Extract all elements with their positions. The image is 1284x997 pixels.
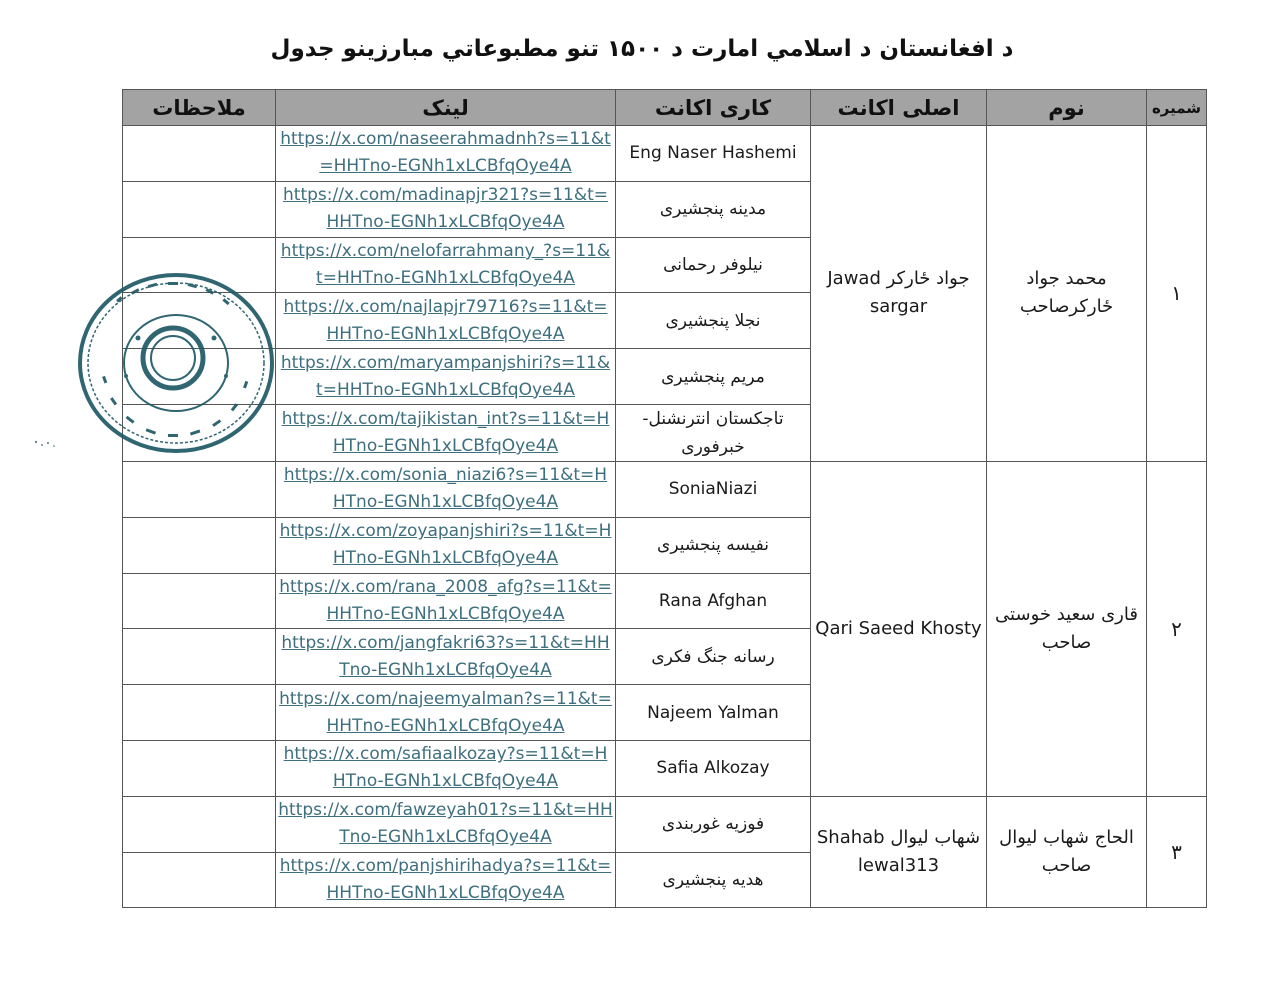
row-number: ۱ (1147, 126, 1207, 462)
header-link: لینک (276, 90, 616, 126)
work-account: نجلا پنجشیری (616, 293, 811, 349)
remarks-cell (123, 349, 276, 405)
remarks-cell (123, 293, 276, 349)
remarks-cell (123, 404, 276, 461)
account-link[interactable]: https://x.com/najlapjr79716?s=11&t=HHTno-EGNh1xLCBfqOye4A (283, 296, 608, 344)
person-name: الحاج شهاب لیوال صاحب (987, 796, 1147, 908)
table-row (123, 461, 1207, 517)
remarks-cell (123, 237, 276, 293)
work-account: Safia Alkozay (616, 740, 811, 796)
work-account: SoniaNiazi (616, 461, 811, 517)
work-account: مدینه پنجشیری (616, 181, 811, 237)
person-name: محمد جواد ځارکرصاحب (987, 126, 1147, 462)
work-account: Eng Naser Hashemi (616, 126, 811, 182)
account-link-cell (276, 461, 616, 517)
work-account: مریم پنجشیری (616, 349, 811, 405)
account-link-cell (276, 404, 616, 461)
account-link[interactable]: https://x.com/safiaalkozay?s=11&t=HHTno-EGNh1xLCBfqOye4A (283, 744, 608, 792)
remarks-cell (123, 573, 276, 629)
header-main-account: اصلی اکانت (811, 90, 987, 126)
stamp-ink-dots (30, 430, 60, 460)
account-link[interactable]: https://x.com/zoyapanjshiri?s=11&t=HHTno-EGNh1xLCBfqOye4A (279, 521, 612, 569)
remarks-cell (123, 126, 276, 182)
account-link-cell (276, 629, 616, 685)
account-link-cell (276, 796, 616, 852)
remarks-cell (123, 629, 276, 685)
account-link-cell (276, 293, 616, 349)
account-link-cell (276, 237, 616, 293)
account-link-cell (276, 852, 616, 908)
work-account: هدیه پنجشیری (616, 852, 811, 908)
campaigners-table (122, 89, 1207, 908)
account-link[interactable]: https://x.com/najeemyalman?s=11&t=HHTno-EGNh1xLCBfqOye4A (279, 688, 612, 736)
work-account: Najeem Yalman (616, 685, 811, 741)
account-link-cell (276, 740, 616, 796)
account-link-cell (276, 517, 616, 573)
header-work-account: کاری اکانت (616, 90, 811, 126)
account-link-cell (276, 685, 616, 741)
account-link-cell (276, 349, 616, 405)
work-account: نفیسه پنجشیری (616, 517, 811, 573)
work-account: Rana Afghan (616, 573, 811, 629)
work-account: نیلوفر رحمانی (616, 237, 811, 293)
table-row (123, 126, 1207, 182)
header-name: نوم (987, 90, 1147, 126)
account-link[interactable]: https://x.com/maryampanjshiri?s=11&t=HHTno-EGNh1xLCBfqOye4A (280, 352, 611, 400)
page-title: د افغانستان د اسلامي امارت د ۱۵۰۰ تنو مطبوعاتي مبارزينو جدول (270, 36, 1014, 62)
account-link-cell (276, 573, 616, 629)
person-name: قاری سعید خوستی صاحب (987, 461, 1147, 796)
main-account: شهاب لیوال Shahab lewal313 (811, 796, 987, 908)
remarks-cell (123, 852, 276, 908)
account-link[interactable]: https://x.com/nelofarrahmany_?s=11&t=HHTno-EGNh1xLCBfqOye4A (280, 240, 611, 288)
row-number: ۲ (1147, 461, 1207, 796)
work-account: فوزیه غوربندی (616, 796, 811, 852)
remarks-cell (123, 181, 276, 237)
main-account: جواد ځارکر Jawad sargar (811, 126, 987, 462)
header-row (123, 90, 1207, 126)
account-link[interactable]: https://x.com/fawzeyah01?s=11&t=HHTno-EGNh1xLCBfqOye4A (278, 800, 613, 848)
account-link-cell (276, 126, 616, 182)
header-number: شمیره (1147, 90, 1207, 126)
remarks-cell (123, 517, 276, 573)
header-remarks: ملاحظات (123, 90, 276, 126)
row-number: ۳ (1147, 796, 1207, 908)
work-account: رسانه جنگ فکری (616, 629, 811, 685)
remarks-cell (123, 461, 276, 517)
work-account: تاجکستان انترنشنل- خبرفوری (616, 404, 811, 461)
account-link[interactable]: https://x.com/jangfakri63?s=11&t=HHTno-EGNh1xLCBfqOye4A (281, 632, 610, 680)
account-link[interactable]: https://x.com/naseerahmadnh?s=11&t=HHTno-EGNh1xLCBfqOye4A (280, 129, 611, 177)
account-link-cell (276, 181, 616, 237)
account-link[interactable]: https://x.com/panjshirihadya?s=11&t=HHTno-EGNh1xLCBfqOye4A (279, 855, 612, 903)
table-row (123, 796, 1207, 852)
main-account: Qari Saeed Khosty (811, 461, 987, 796)
remarks-cell (123, 796, 276, 852)
account-link[interactable]: https://x.com/rana_2008_afg?s=11&t=HHTno-EGNh1xLCBfqOye4A (279, 576, 612, 624)
remarks-cell (123, 740, 276, 796)
account-link[interactable]: https://x.com/sonia_niazi6?s=11&t=HHTno-EGNh1xLCBfqOye4A (283, 465, 608, 513)
account-link[interactable]: https://x.com/madinapjr321?s=11&t=HHTno-EGNh1xLCBfqOye4A (283, 185, 608, 233)
account-link[interactable]: https://x.com/tajikistan_int?s=11&t=HHTno-EGNh1xLCBfqOye4A (281, 408, 610, 456)
remarks-cell (123, 685, 276, 741)
